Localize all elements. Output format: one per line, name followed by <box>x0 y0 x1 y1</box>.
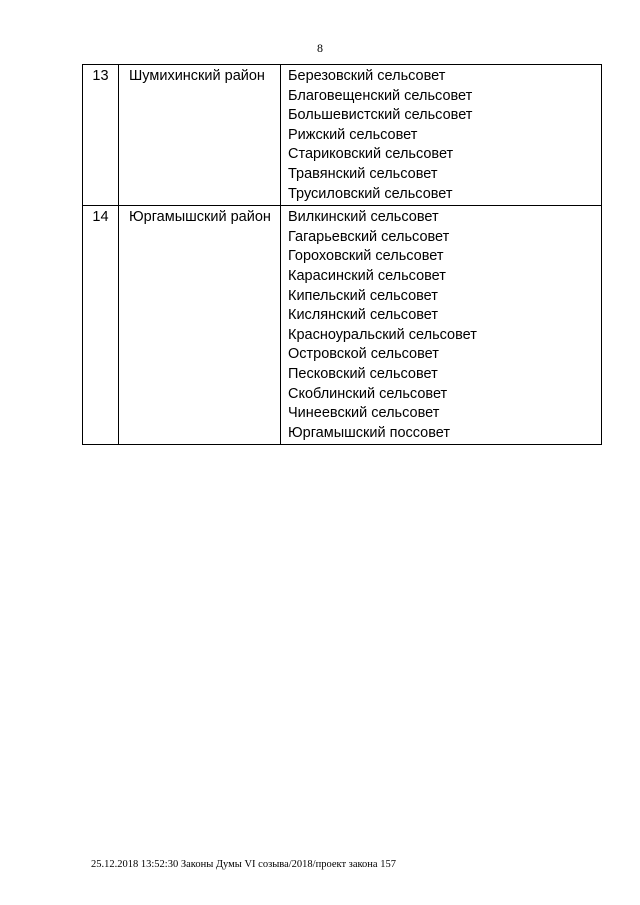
councils-cell <box>281 65 602 206</box>
councils-cell <box>281 206 602 445</box>
list-item: Благовещенский сельсовет <box>288 87 473 104</box>
list-item: Рижский сельсовет <box>288 126 418 143</box>
list-item: Гороховский сельсовет <box>288 248 444 265</box>
councils-list <box>288 206 601 443</box>
list-item: Березовский сельсовет <box>288 68 446 84</box>
district-cell <box>119 65 281 206</box>
list-item: Островской сельсовет <box>288 346 439 363</box>
district-name: Юргамышский район <box>129 209 271 226</box>
list-item: Стариковский сельсовет <box>288 146 454 163</box>
page-number: 8 <box>317 41 323 55</box>
list-item: Кипельский сельсовет <box>288 287 438 304</box>
table-row <box>83 65 602 206</box>
list-item: Песковский сельсовет <box>288 365 438 382</box>
list-item: Вилкинский сельсовет <box>288 209 439 226</box>
row-number: 13 <box>92 68 109 84</box>
row-number: 14 <box>92 209 109 226</box>
list-item: Юргамышский поссовет <box>288 424 450 441</box>
document-footer: 25.12.2018 13:52:30 Законы Думы VI созыва/2018/проект закона 157 <box>91 859 396 870</box>
list-item: Скоблинский сельсовет <box>288 385 448 402</box>
list-item: Кислянский сельсовет <box>288 307 439 324</box>
list-item: Красноуральский сельсовет <box>288 326 477 343</box>
district-cell <box>119 206 281 445</box>
list-item: Карасинский сельсовет <box>288 267 446 284</box>
district-name: Шумихинский район <box>129 68 265 84</box>
list-item: Гагарьевский сельсовет <box>288 228 450 245</box>
list-item: Большевистский сельсовет <box>288 107 473 124</box>
list-item: Травянский сельсовет <box>288 165 438 182</box>
list-item: Чинеевский сельсовет <box>288 405 440 422</box>
list-item: Трусиловский сельсовет <box>288 185 453 202</box>
councils-list <box>288 65 601 204</box>
table-row <box>83 206 602 445</box>
districts-table <box>82 64 602 445</box>
row-number-cell <box>83 65 119 206</box>
row-number-cell <box>83 206 119 445</box>
